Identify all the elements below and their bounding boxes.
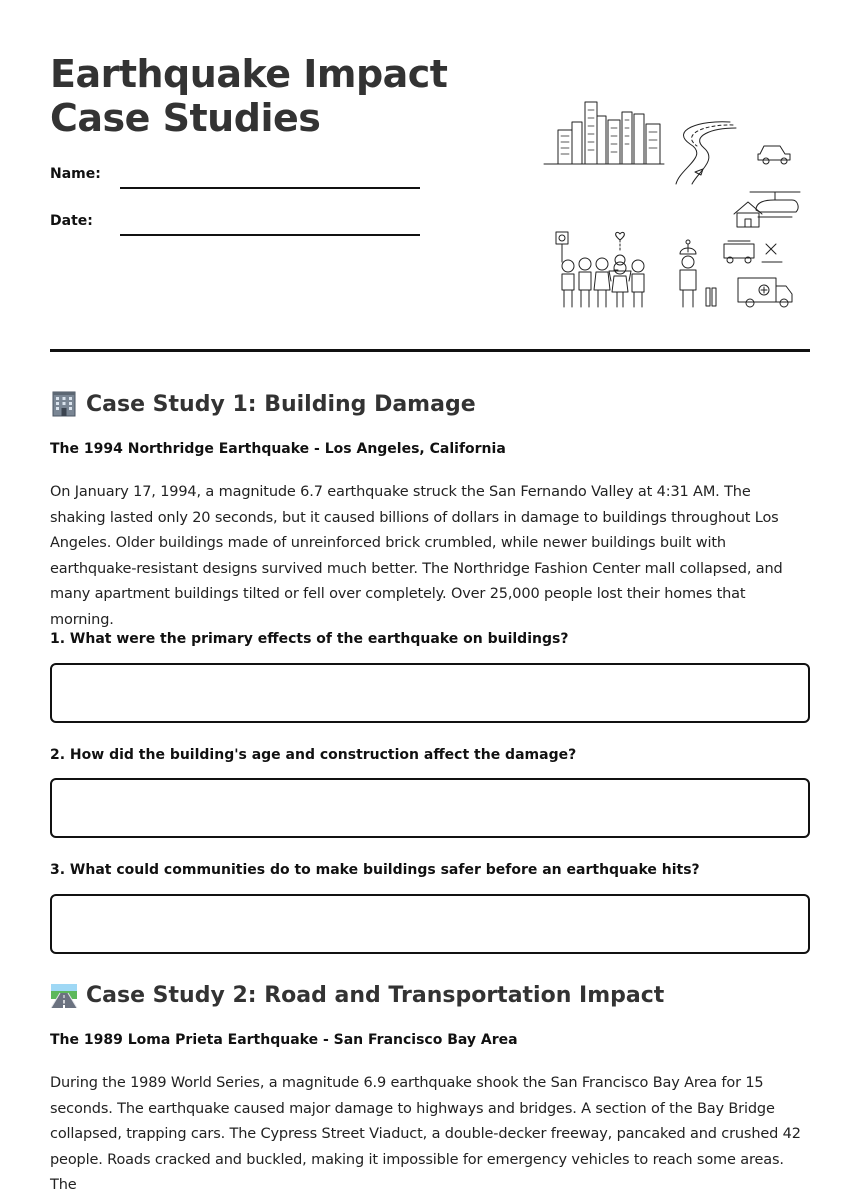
office-building-icon bbox=[50, 390, 78, 418]
city-community-illustration-icon bbox=[540, 92, 802, 317]
fire-truck-icon bbox=[724, 241, 782, 263]
answer-box-3[interactable] bbox=[50, 894, 810, 954]
date-field[interactable] bbox=[50, 213, 420, 243]
date-line[interactable] bbox=[120, 234, 420, 236]
motorway-icon bbox=[50, 981, 78, 1009]
worksheet-page bbox=[50, 0, 810, 1193]
question-1: 1. What were the primary effects of the earthquake on buildings? bbox=[50, 631, 569, 647]
page-title: Earthquake Impact Case Studies bbox=[50, 52, 448, 140]
name-field[interactable] bbox=[50, 166, 420, 196]
car-icon bbox=[758, 146, 790, 164]
answer-box-1[interactable] bbox=[50, 663, 810, 723]
city-skyline-icon bbox=[544, 102, 664, 164]
firefighter-icon bbox=[680, 240, 716, 307]
date-label: Date: bbox=[50, 213, 93, 229]
name-line[interactable] bbox=[120, 187, 420, 189]
winding-road-icon bbox=[676, 122, 736, 184]
name-label: Name: bbox=[50, 166, 101, 182]
case-study-2-heading bbox=[50, 981, 664, 1009]
case-study-1-subheading: The 1994 Northridge Earthquake - Los Angeles, California bbox=[50, 441, 506, 457]
house-icon bbox=[734, 202, 762, 227]
case-study-1-heading bbox=[50, 390, 476, 418]
case-study-2-paragraph: During the 1989 World Series, a magnitude 6.9 earthquake shook the San Francisco Bay Area for 15 seconds. The earthquake caused major damage to highways and bridges. A section of the Bay Bridge collapsed, trapping cars. The Cypress Street Viaduct, a double-decker freeway, pancaked and crushed 42 people. Roads cracked and buckled, making it impossible for emergency vehicles to reach some areas. The bbox=[50, 1075, 801, 1193]
ambulance-icon bbox=[738, 278, 792, 307]
question-3: 3. What could communities do to make buildings safer before an earthquake hits? bbox=[50, 862, 700, 878]
worksheet-header bbox=[50, 0, 810, 352]
case-study-2-subheading: The 1989 Loma Prieta Earthquake - San Francisco Bay Area bbox=[50, 1032, 518, 1048]
case-study-1-title: Case Study 1: Building Damage bbox=[86, 391, 476, 417]
question-2: 2. How did the building's age and construction affect the damage? bbox=[50, 747, 577, 763]
people-group-icon bbox=[556, 232, 644, 307]
case-study-1-paragraph: On January 17, 1994, a magnitude 6.7 earthquake struck the San Fernando Valley at 4:31 AM. The shaking lasted only 20 seconds, but it caused billions of dollars in damage to buildings throughout Los Angeles. Older buildings made of unreinforced brick crumbled, while newer buildings built with earthquake-resistant designs survived much better. The Northridge Fashion Center mall collapsed, and many apartment buildings tilted or fell over completely. Over 25,000 people lost their homes that morning. bbox=[50, 484, 783, 628]
case-study-2-title: Case Study 2: Road and Transportation Impact bbox=[86, 982, 665, 1008]
answer-box-2[interactable] bbox=[50, 778, 810, 838]
